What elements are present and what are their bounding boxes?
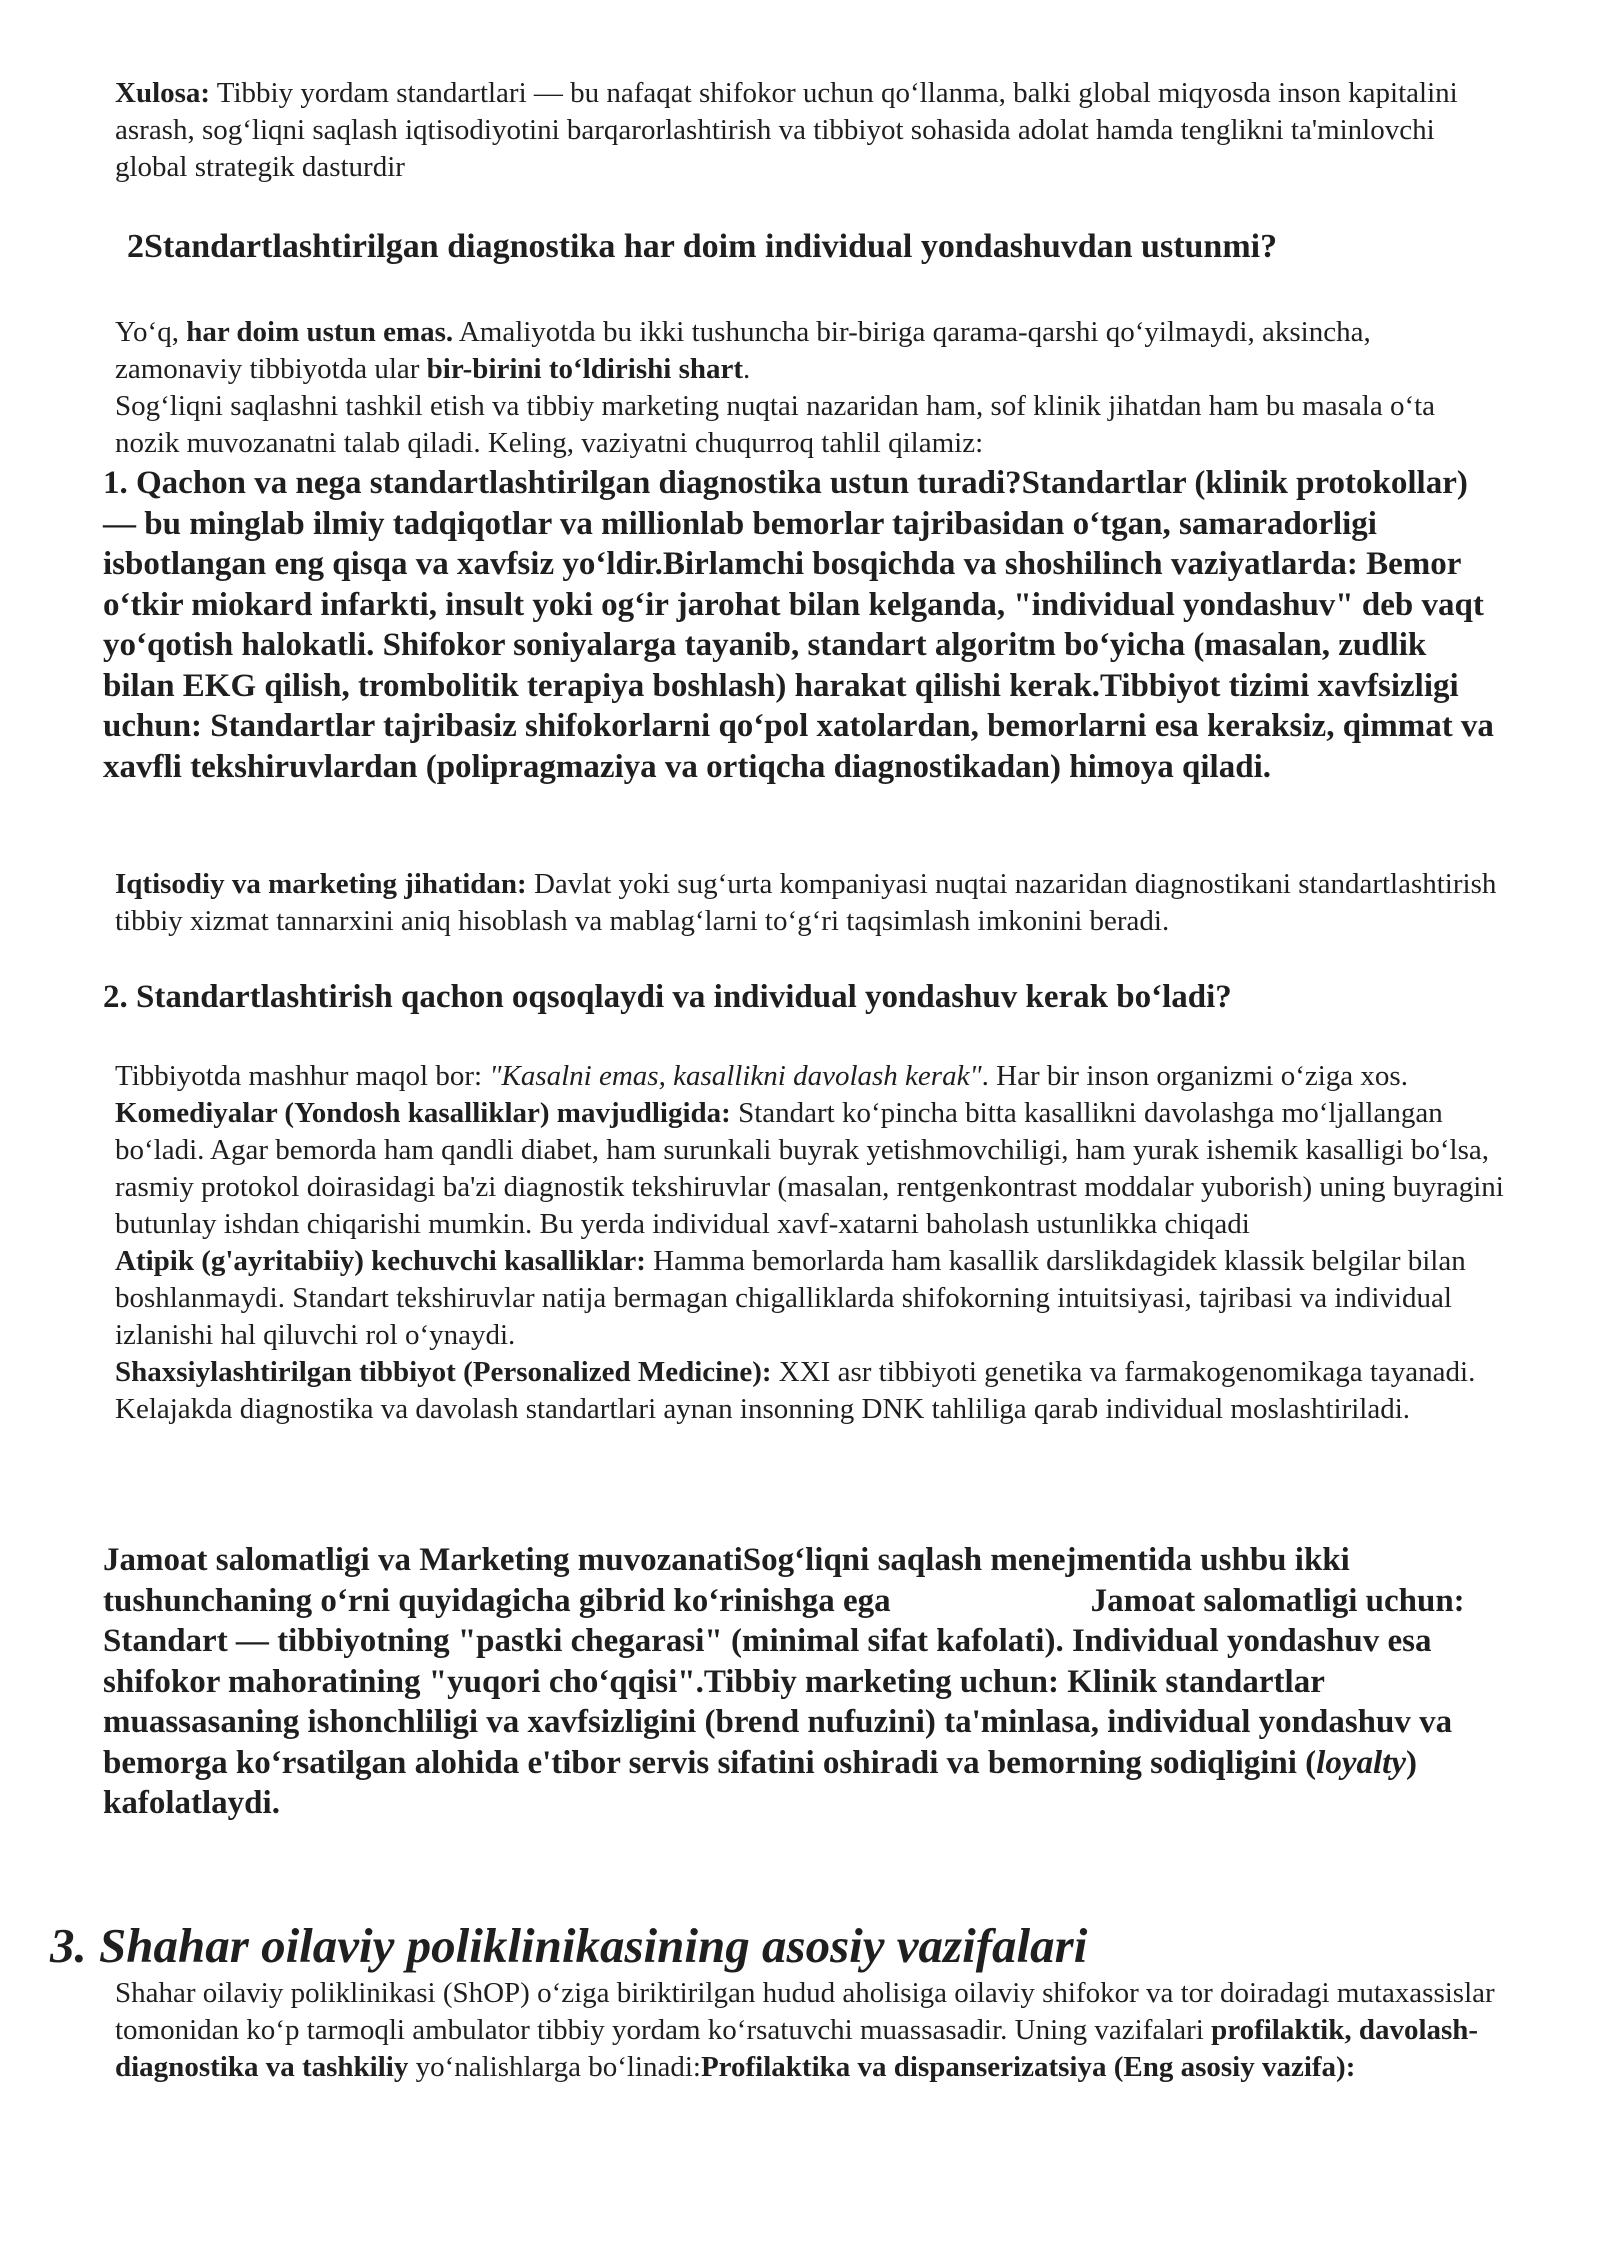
intro-text-e: . [743, 353, 751, 385]
economic-text: Davlat yoki sug‘urta kompaniyasi nuqtai nazaridan diagnostikani standartlashtirish tibbiy xizmat tannarxini aniq hisoblash va mablag‘larni to‘g‘ri taqsimlash imkonini beradi. [115, 868, 1497, 937]
intro-text-c: Amaliyotda bu ikki tushuncha bir-biriga qarama-qarshi qo‘yilmaydi, aksincha, zamonaviy tibbiyotda ular [115, 316, 1371, 385]
komorbidity-text: Standart ko‘pincha bitta kasallikni davolashga mo‘ljallangan bo‘ladi. Agar bemorda ham qandli diabet, ham surunkali buyrak yetishmovchiligi, ham yurak ishemik kasalligi bo‘lsa, rasmiy protokol doirasidagi ba'zi diagnostik tekshiruvlar (masalan, rentgenkontrast moddalar yuborish) uning buyragini butunlay ishdan chiqarishi mumkin. Bu yerda individual xavf-xatarni baholash ustunlikka chiqadi [115, 1097, 1504, 1240]
section-3-heading: 3. Shahar oilaviy poliklinikasining asosiy vazifalari [50, 1918, 1088, 1973]
section-3-bold-b: profilaktik, davolash-diagnostika va tashkiliy [115, 2014, 1479, 2083]
individual-approach-block [115, 1058, 1505, 1428]
economic-label: Iqtisodiy va marketing jihatidan: [115, 868, 527, 900]
atypical-label: Atipik (g'ayritabiiy) kechuvchi kasalliklar: [115, 1245, 646, 1277]
balance-text-d: ) kafolatlaydi. [103, 1744, 1417, 1821]
balance-text-a: Jamoat salomatligi va Marketing muvozanatiSog‘liqni saqlash menejmentida ushbu ikki tushunchaning o‘rni quyidagicha gibrid ko‘rinishga ega [103, 1542, 1350, 1619]
personalized-label: Shaxsiylashtirilgan tibbiyot (Personalized Medicine): [115, 1356, 772, 1388]
section-3-paragraph [115, 1975, 1505, 2086]
proverb-text-c: . Har bir inson organizmi o‘ziga xos. [981, 1060, 1408, 1092]
xulosa-label: Xulosa: [115, 77, 211, 109]
section-3-text-c: yo‘nalishlarga bo‘linadi: [408, 2051, 701, 2083]
komorbidity-label: Komediyalar (Yondosh kasalliklar) mavjudligida: [115, 1097, 731, 1129]
personalized-text: XXI asr tibbiyoti genetika va farmakogenomikaga tayanadi. Kelajakda diagnostika va davolash standartlari aynan insonning DNK tahliliga qarab individual moslashtiriladi. [115, 1356, 1476, 1425]
standardized-diagnostics-block: 1. Qachon va nega standartlashtirilgan diagnostika ustun turadi?Standartlar (klinik protokollar) — bu minglab ilmiy tadqiqotlar va millionlab bemorlar tajribasidan o‘tgan, samaradorligi isbotlangan eng qisqa va xavfsiz yo‘ldir.Birlamchi bosqichda va shoshilinch vaziyatlarda: Bemor o‘tkir miokard infarkti, insult yoki og‘ir jarohat bilan kelganda, "individual yondashuv" deb vaqt yo‘qotish halokatli. Shifokor soniyalarga tayanib, standart algoritm bo‘yicha (masalan, zudlik bilan EKG qilish, trombolitik terapiya boshlash) harakat qilishi kerak.Tibbiyot tizimi xavfsizligi uchun: Standartlar tajribasiz shifokorlarni qo‘pol xatolardan, bemorlarni esa keraksiz, qimmat va xavfli tekshiruvlardan (polipragmaziya va ortiqcha diagnostikadan) himoya qiladi. [103, 465, 1494, 785]
balance-text-b: Jamoat salomatligi uchun: Standart — tibbiyotning "pastki chegarasi" (minimal sifat kafolati). Individual yondashuv esa shifokor mahoratining "yuqori cho‘qqisi".Tibbiy marketing uchun: Klinik standartlar muassasaning ishonchliligi va xavfsizligini (brend nufuzini) ta'minlasa, individual yondashuv va bemorga ko‘rsatilgan alohida e'tibor servis sifatini oshiradi va bemorning sodiqligini ( [103, 1582, 1465, 1781]
intro-bold-d: bir-birini to‘ldirishi shart [426, 353, 744, 385]
proverb-text-a: Tibbiyotda mashhur maqol bor: [115, 1060, 490, 1092]
economic-paragraph [115, 866, 1505, 940]
intro-text-2: Sog‘liqni saqlashni tashkil etish va tibbiy marketing nuqtai nazaridan ham, sof klinik jihatdan ham bu masala o‘ta nozik muvozanatni talab qiladi. Keling, vaziyatni chuqurroq tahlil qilamiz: [115, 390, 1436, 459]
public-health-marketing-block [103, 1540, 1503, 1824]
xulosa-paragraph [115, 75, 1505, 186]
section-2-intro [115, 314, 1505, 462]
subsection-2-heading: 2. Standartlashtirish qachon oqsoqlaydi va individual yondashuv kerak bo‘ladi? [103, 979, 1232, 1015]
proverb-quote: "Kasalni emas, kasallikni davolash kerak" [489, 1060, 982, 1092]
section-2-heading: 2Standartlashtirilgan diagnostika har doim individual yondashuvdan ustunmi? [127, 228, 1278, 265]
section-3-bold-d: Profilaktika va dispanserizatsiya (Eng asosiy vazifa): [700, 2051, 1356, 2083]
loyalty-term: loyalty [1316, 1744, 1406, 1781]
xulosa-text: Tibbiy yordam standartlari — bu nafaqat shifokor uchun qo‘llanma, balki global miqyosda inson kapitalini asrash, sog‘liqni saqlash iqtisodiyotini barqarorlashtirish va tibbiyot sohasida adolat hamda tenglikni ta'minlovchi global strategik dasturdir [115, 77, 1458, 183]
atypical-text: Hamma bemorlarda ham kasallik darslikdagidek klassik belgilar bilan boshlanmaydi. Standart tekshiruvlar natija bermagan chigalliklarda shifokorning intuitsiyasi, tajribasi va individual izlanishi hal qiluvchi rol o‘ynaydi. [115, 1245, 1466, 1351]
intro-text-a: Yo‘q, [115, 316, 187, 348]
intro-bold-b: har doim ustun emas. [186, 316, 454, 348]
section-3-text-a: Shahar oilaviy poliklinikasi (ShOP) o‘ziga biriktirilgan hudud aholisiga oilaviy shifokor va tor doiradagi mutaxassislar tomonidan ko‘p tarmoqli ambulator tibbiy yordam ko‘rsatuvchi muassasadir. Uning vazifalari [115, 1977, 1495, 2046]
